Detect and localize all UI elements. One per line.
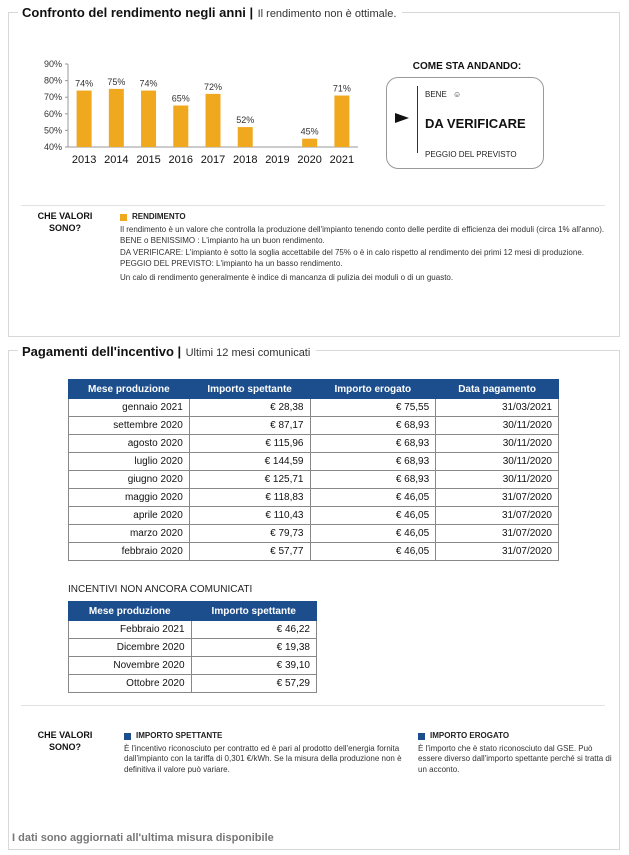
- x-tick-label: 2017: [200, 154, 226, 166]
- table-cell: € 46,05: [310, 489, 436, 507]
- table-cell: 30/11/2020: [436, 453, 559, 471]
- status-good-label: [425, 90, 461, 99]
- table-cell: € 87,17: [189, 417, 310, 435]
- column-header: Importo spettante: [189, 380, 310, 399]
- x-tick-label: 2013: [71, 154, 97, 166]
- table-cell: 31/07/2020: [436, 489, 559, 507]
- column-header: Data pagamento: [436, 380, 559, 399]
- chart-bar: [77, 91, 92, 147]
- explanation-text: È l'incentivo riconosciuto per contratto ed è pari al prodotto dell'energia fornita dall'impianto con la tariffa di 0,301 €/kWh. Se la misura della produzione non è definitiva il valore può variare.: [124, 743, 402, 774]
- y-tick-label: 50%: [43, 125, 62, 136]
- bar-data-label: 45%: [300, 126, 319, 137]
- table-cell: € 46,05: [310, 543, 436, 561]
- bar-data-label: 71%: [332, 83, 351, 94]
- table-cell: € 46,22: [191, 621, 316, 639]
- table-cell: 30/11/2020: [436, 417, 559, 435]
- table-cell: 30/11/2020: [436, 471, 559, 489]
- status-current-value: DA VERIFICARE: [425, 116, 526, 131]
- section-divider: [21, 205, 605, 206]
- x-tick-label: 2020: [297, 154, 322, 166]
- table-cell: 30/11/2020: [436, 435, 559, 453]
- smile-icon: ☺: [453, 90, 462, 99]
- table-cell: marzo 2020: [69, 525, 190, 543]
- explanation-text: È l'importo che è stato riconosciuto dal GSE. Può essere diverso dall'importo spettante perché si tratta di un acconto.: [418, 743, 612, 774]
- legend-label: IMPORTO SPETTANTE: [136, 731, 223, 740]
- chart-bar: [206, 94, 221, 147]
- chart-bar: [109, 89, 124, 147]
- legend-square-icon: [124, 733, 131, 740]
- table-cell: aprile 2020: [69, 507, 190, 525]
- legend-erogato: [418, 731, 618, 742]
- table-cell: € 68,93: [310, 417, 436, 435]
- table-row: [69, 507, 559, 525]
- legend-rendimento: [120, 212, 610, 223]
- table-cell: maggio 2020: [69, 489, 190, 507]
- table-cell: Ottobre 2020: [69, 675, 192, 693]
- legend-label: IMPORTO EROGATO: [430, 731, 510, 740]
- y-tick-label: 70%: [43, 92, 62, 103]
- table-cell: agosto 2020: [69, 435, 190, 453]
- bar-data-label: 72%: [203, 81, 223, 92]
- payments-table: [68, 379, 559, 561]
- table-cell: Novembre 2020: [69, 657, 192, 675]
- bar-data-label: 74%: [75, 78, 94, 89]
- table-cell: 31/07/2020: [436, 543, 559, 561]
- pending-title: INCENTIVI NON ANCORA COMUNICATI: [68, 584, 253, 595]
- y-tick-label: 60%: [43, 108, 62, 119]
- table-cell: € 46,05: [310, 507, 436, 525]
- table-row: [69, 657, 317, 675]
- table-row: [69, 621, 317, 639]
- table-cell: € 28,38: [189, 399, 310, 417]
- table-cell: € 57,29: [191, 675, 316, 693]
- performance-section-title: [18, 4, 402, 22]
- payments-section-title: [18, 343, 316, 361]
- pending-table: [68, 601, 317, 693]
- table-header-row: [69, 602, 317, 621]
- table-cell: Febbraio 2021: [69, 621, 192, 639]
- legend-square-icon: [418, 733, 425, 740]
- status-pointer-icon: [395, 113, 409, 123]
- table-row: [69, 489, 559, 507]
- table-cell: febbraio 2020: [69, 543, 190, 561]
- table-cell: € 118,83: [189, 489, 310, 507]
- explanation-line: Un calo di rendimento generalmente è indice di mancanza di pulizia dei moduli o di un guasto.: [120, 272, 454, 282]
- performance-title: Confronto del rendimento negli anni |: [22, 5, 254, 20]
- table-cell: € 75,55: [310, 399, 436, 417]
- pending-table-body: [69, 621, 317, 693]
- bar-data-label: 75%: [107, 76, 126, 87]
- performance-chart-svg: [30, 55, 365, 175]
- chart-bar: [173, 106, 188, 148]
- chart-bar: [141, 91, 156, 147]
- table-row: [69, 399, 559, 417]
- status-good-text: BENE: [425, 90, 447, 99]
- table-cell: € 46,05: [310, 525, 436, 543]
- explanation-line: DA VERIFICARE: L'impianto è sotto la soglia accettabile del 75% o è in calo rispetto al rendimento dei primi 12 mesi di produzione.: [120, 247, 584, 257]
- status-heading: COME STA ANDANDO:: [412, 61, 522, 72]
- legend-label: RENDIMENTO: [132, 212, 186, 221]
- table-header-row: [69, 380, 559, 399]
- table-row: [69, 453, 559, 471]
- table-row: [69, 543, 559, 561]
- table-cell: giugno 2020: [69, 471, 190, 489]
- table-cell: € 68,93: [310, 471, 436, 489]
- legend-spettante: [124, 731, 409, 742]
- table-cell: € 68,93: [310, 453, 436, 471]
- x-tick-label: 2015: [136, 154, 161, 166]
- payments-subtitle: Ultimi 12 mesi comunicati: [185, 347, 311, 359]
- column-header: Mese produzione: [69, 602, 192, 621]
- y-tick-label: 90%: [43, 59, 62, 69]
- y-tick-label: 40%: [43, 142, 62, 152]
- table-cell: € 39,10: [191, 657, 316, 675]
- table-row: [69, 435, 559, 453]
- x-tick-label: 2014: [104, 154, 129, 166]
- column-header: Mese produzione: [69, 380, 190, 399]
- section-divider: [21, 705, 605, 706]
- table-row: [69, 675, 317, 693]
- status-card: [386, 77, 544, 169]
- table-cell: Dicembre 2020: [69, 639, 192, 657]
- payments-title: Pagamenti dell'incentivo |: [22, 344, 182, 359]
- table-cell: 31/07/2020: [436, 525, 559, 543]
- chart-bar: [302, 139, 317, 147]
- payments-table-body: [69, 399, 559, 561]
- table-cell: € 68,93: [310, 435, 436, 453]
- table-cell: € 125,71: [189, 471, 310, 489]
- performance-chart: [30, 55, 365, 175]
- y-tick-label: 80%: [43, 75, 62, 86]
- column-header: Importo erogato: [310, 380, 436, 399]
- table-cell: 31/03/2021: [436, 399, 559, 417]
- chart-bar: [238, 127, 253, 147]
- table-cell: € 144,59: [189, 453, 310, 471]
- footer-note: I dati sono aggiornati all'ultima misura disponibile: [12, 832, 274, 844]
- legend-square-icon: [120, 214, 127, 221]
- performance-explanation: [120, 212, 610, 284]
- x-tick-label: 2019: [265, 154, 290, 166]
- table-cell: € 115,96: [189, 435, 310, 453]
- table-cell: luglio 2020: [69, 453, 190, 471]
- chart-bar: [334, 96, 349, 147]
- table-cell: € 110,43: [189, 507, 310, 525]
- x-tick-label: 2018: [232, 154, 258, 166]
- x-tick-label: 2016: [168, 154, 194, 166]
- bar-data-label: 52%: [236, 115, 255, 126]
- erogato-explanation: [418, 731, 618, 776]
- x-tick-label: 2021: [329, 154, 355, 166]
- explanation-question: CHE VALORI SONO?: [37, 211, 93, 233]
- explanation-line: Il rendimento è un valore che controlla la produzione dell'impianto tenendo conto delle perdite di efficienza dei moduli (circa 1% all'anno).: [120, 224, 605, 234]
- table-cell: 31/07/2020: [436, 507, 559, 525]
- table-row: [69, 639, 317, 657]
- bar-data-label: 74%: [139, 78, 158, 89]
- explanation-question: CHE VALORI SONO?: [37, 730, 93, 752]
- table-cell: € 57,77: [189, 543, 310, 561]
- explanation-line: PEGGIO DEL PREVISTO: L'impianto ha un basso rendimento.: [120, 259, 343, 268]
- explanation-line: BENE o BENISSIMO : L'impianto ha un buon rendimento.: [120, 236, 325, 245]
- table-row: [69, 471, 559, 489]
- table-cell: gennaio 2021: [69, 399, 190, 417]
- table-row: [69, 525, 559, 543]
- spettante-explanation: [124, 731, 409, 776]
- table-cell: € 19,38: [191, 639, 316, 657]
- bar-data-label: 65%: [171, 93, 190, 104]
- table-row: [69, 417, 559, 435]
- status-worst-label: PEGGIO DEL PREVISTO: [425, 150, 517, 159]
- status-scale-line: [417, 86, 418, 153]
- table-cell: € 79,73: [189, 525, 310, 543]
- column-header: Importo spettante: [191, 602, 316, 621]
- table-cell: settembre 2020: [69, 417, 190, 435]
- performance-subtitle: Il rendimento non è ottimale.: [257, 8, 397, 20]
